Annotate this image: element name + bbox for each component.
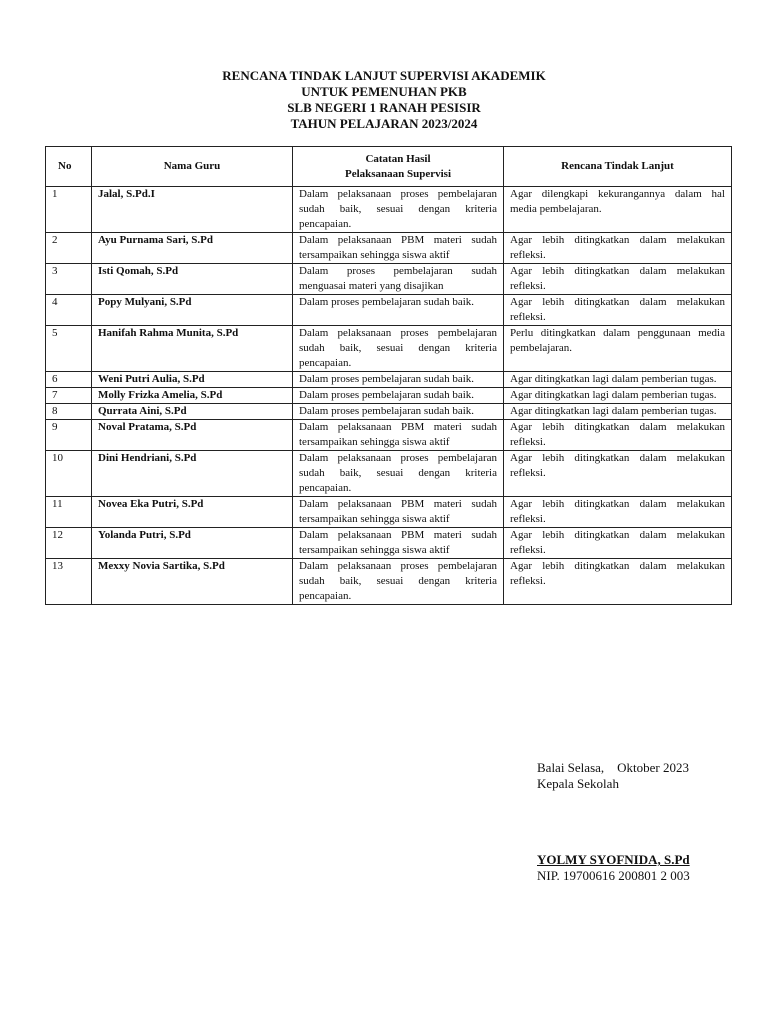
cell-teacher-name: Weni Putri Aulia, S.Pd [92, 372, 293, 388]
column-header-notes-line1: Catatan Hasil [365, 152, 431, 165]
cell-teacher-name: Qurrata Aini, S.Pd [92, 404, 293, 420]
table-row [46, 559, 732, 605]
cell-supervision-notes: Dalam proses pembelajaran sudah baik. [293, 388, 504, 404]
cell-teacher-name: Jalal, S.Pd.I [92, 187, 293, 233]
cell-teacher-name: Mexxy Novia Sartika, S.Pd [92, 559, 293, 605]
cell-follow-up-plan: Agar ditingkatkan lagi dalam pemberian tugas. [504, 404, 732, 420]
cell-supervision-notes: Dalam pelaksanaan PBM materi sudah tersampaikan sehingga siswa aktif [293, 528, 504, 559]
cell-follow-up-plan: Agar lebih ditingkatkan dalam melakukan refleksi. [504, 451, 732, 497]
cell-no: 4 [46, 295, 92, 326]
cell-no: 6 [46, 372, 92, 388]
table-row [46, 295, 732, 326]
column-header-name: Nama Guru [92, 147, 293, 187]
cell-supervision-notes: Dalam proses pembelajaran sudah baik. [293, 295, 504, 326]
table-row [46, 264, 732, 295]
cell-follow-up-plan: Perlu ditingkatkan dalam penggunaan media pembelajaran. [504, 326, 732, 372]
table-row [46, 528, 732, 559]
cell-follow-up-plan: Agar lebih ditingkatkan dalam melakukan refleksi. [504, 233, 732, 264]
document-subtitle: UNTUK PEMENUHAN PKB [301, 84, 467, 99]
cell-follow-up-plan: Agar lebih ditingkatkan dalam melakukan refleksi. [504, 420, 732, 451]
supervision-table [45, 146, 732, 605]
signer-name: YOLMY SYOFNIDA, S.Pd [537, 852, 690, 867]
column-header-notes-line2: Pelaksanaan Supervisi [344, 167, 452, 180]
cell-follow-up-plan: Agar lebih ditingkatkan dalam melakukan refleksi. [504, 497, 732, 528]
cell-teacher-name: Isti Qomah, S.Pd [92, 264, 293, 295]
column-header-plan: Rencana Tindak Lanjut [504, 147, 732, 187]
cell-follow-up-plan: Agar lebih ditingkatkan dalam melakukan refleksi. [504, 528, 732, 559]
cell-teacher-name: Ayu Purnama Sari, S.Pd [92, 233, 293, 264]
cell-follow-up-plan: Agar lebih ditingkatkan dalam melakukan refleksi. [504, 559, 732, 605]
table-row [46, 233, 732, 264]
cell-no: 8 [46, 404, 92, 420]
table-row [46, 326, 732, 372]
table-body [46, 187, 732, 605]
cell-no: 2 [46, 233, 92, 264]
cell-supervision-notes: Dalam pelaksanaan proses pembelajaran sudah baik, sesuai dengan kriteria pencapaian. [293, 559, 504, 605]
cell-no: 12 [46, 528, 92, 559]
cell-no: 7 [46, 388, 92, 404]
document-header [0, 68, 768, 132]
table-header-row [46, 147, 732, 187]
cell-no: 9 [46, 420, 92, 451]
cell-follow-up-plan: Agar ditingkatkan lagi dalam pemberian tugas. [504, 388, 732, 404]
cell-supervision-notes: Dalam pelaksanaan PBM materi sudah tersampaikan sehingga siswa aktif [293, 497, 504, 528]
cell-no: 13 [46, 559, 92, 605]
cell-teacher-name: Novea Eka Putri, S.Pd [92, 497, 293, 528]
table-row [46, 187, 732, 233]
cell-no: 3 [46, 264, 92, 295]
cell-teacher-name: Popy Mulyani, S.Pd [92, 295, 293, 326]
cell-teacher-name: Noval Pratama, S.Pd [92, 420, 293, 451]
cell-supervision-notes: Dalam proses pembelajaran sudah menguasai materi yang disajikan [293, 264, 504, 295]
cell-follow-up-plan: Agar dilengkapi kekurangannya dalam hal media pembelajaran. [504, 187, 732, 233]
academic-year: TAHUN PELAJARAN 2023/2024 [290, 116, 478, 131]
cell-supervision-notes: Dalam pelaksanaan proses pembelajaran sudah baik, sesuai dengan kriteria pencapaian. [293, 187, 504, 233]
document-title: RENCANA TINDAK LANJUT SUPERVISI AKADEMIK [222, 68, 546, 83]
table-row [46, 404, 732, 420]
cell-supervision-notes: Dalam proses pembelajaran sudah baik. [293, 404, 504, 420]
signature-block [537, 760, 690, 884]
cell-supervision-notes: Dalam pelaksanaan proses pembelajaran sudah baik, sesuai dengan kriteria pencapaian. [293, 451, 504, 497]
cell-teacher-name: Yolanda Putri, S.Pd [92, 528, 293, 559]
signer-nip: NIP. 19700616 200801 2 003 [537, 868, 690, 883]
table-row [46, 388, 732, 404]
cell-no: 11 [46, 497, 92, 528]
cell-supervision-notes: Dalam pelaksanaan proses pembelajaran sudah baik, sesuai dengan kriteria pencapaian. [293, 326, 504, 372]
table-row [46, 420, 732, 451]
table-row [46, 497, 732, 528]
cell-teacher-name: Dini Hendriani, S.Pd [92, 451, 293, 497]
cell-no: 1 [46, 187, 92, 233]
cell-follow-up-plan: Agar lebih ditingkatkan dalam melakukan refleksi. [504, 264, 732, 295]
cell-follow-up-plan: Agar ditingkatkan lagi dalam pemberian tugas. [504, 372, 732, 388]
cell-supervision-notes: Dalam pelaksanaan PBM materi sudah tersampaikan sehingga siswa aktif [293, 233, 504, 264]
cell-supervision-notes: Dalam proses pembelajaran sudah baik. [293, 372, 504, 388]
column-header-notes [293, 147, 504, 187]
cell-teacher-name: Molly Frizka Amelia, S.Pd [92, 388, 293, 404]
place-date: Balai Selasa, Oktober 2023 [537, 760, 689, 775]
school-name: SLB NEGERI 1 RANAH PESISIR [287, 100, 481, 115]
cell-supervision-notes: Dalam pelaksanaan PBM materi sudah tersampaikan sehingga siswa aktif [293, 420, 504, 451]
cell-no: 5 [46, 326, 92, 372]
table-row [46, 451, 732, 497]
cell-no: 10 [46, 451, 92, 497]
table-row [46, 372, 732, 388]
cell-follow-up-plan: Agar lebih ditingkatkan dalam melakukan refleksi. [504, 295, 732, 326]
cell-teacher-name: Hanifah Rahma Munita, S.Pd [92, 326, 293, 372]
column-header-no: No [46, 147, 92, 187]
signer-role: Kepala Sekolah [537, 776, 619, 791]
